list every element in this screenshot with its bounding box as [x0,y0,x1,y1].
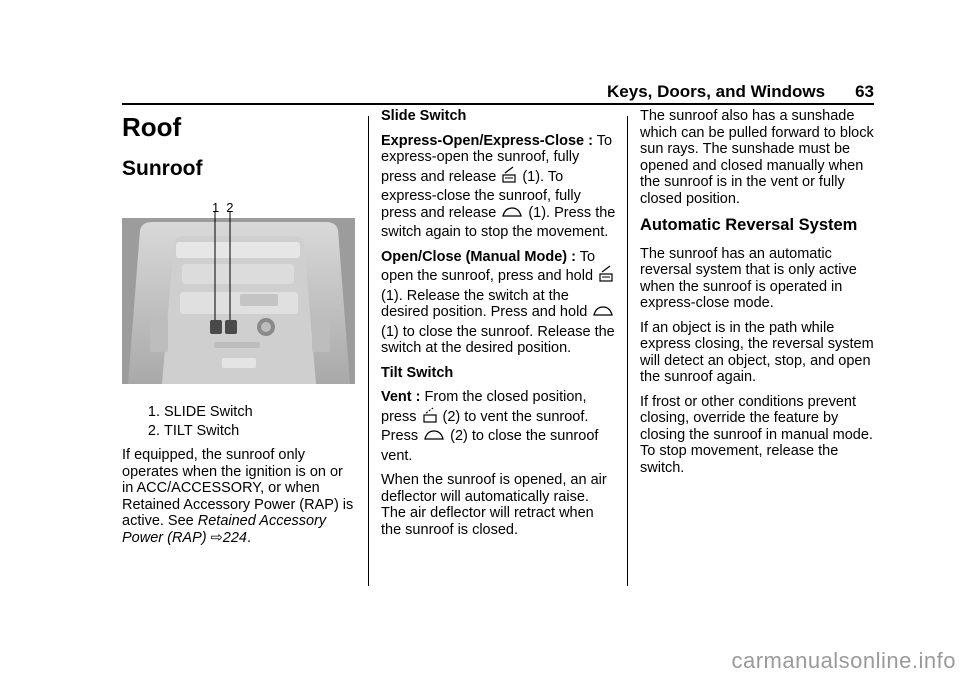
watermark: carmanualsonline.info [731,648,956,673]
sunroof-open-icon [599,265,613,288]
reversal-paragraph-2: If an object is in the path while express closing, the reversal system will detect an object, stop, and open the sunroof again. [640,319,874,385]
vent-label: Vent : [381,389,421,405]
reversal-paragraph-1: The sunroof has an automatic reversal system that is only active when the sunroof is operated in express-close mode. [640,245,857,311]
column-divider-2 [627,116,628,586]
sunroof-vent-icon [423,406,437,429]
header-rule [122,103,874,105]
air-deflector-paragraph: When the sunroof is opened, an air deflector will automatically raise. The air deflector will retract when the sunroof is closed. [381,472,607,538]
vent-paragraph: Vent : From the closed position, press (2) to vent the sunroof. Press (2) to close the sunroof vent. [381,389,599,464]
sunroof-switch-figure [122,200,355,384]
figure-legend [122,404,358,439]
legend-item-tilt: 2. TILT Switch [164,423,358,440]
sunroof-open-icon [502,166,516,189]
equipment-text: If equipped, the sunroof only operates when the ignition is on or in ACC/ACCESSORY, or when Retained Accessory Power (RAP) is active. See [122,447,354,529]
column-2 [381,108,617,546]
callout-2: 2 [226,200,241,215]
page-number: 63 [855,82,874,101]
header-section-title: Keys, Doors, and Windows [607,82,826,101]
tilt-switch-heading: Tilt Switch [381,364,454,381]
sunroof-close-icon [593,305,613,324]
express-paragraph: Express-Open/Express-Close : To express-open the sunroof, fully press and release (1). To express-close the sunroof, fully press and release (1). Press the switch again to stop the movement. [381,132,616,240]
legend-item-slide: 1. SLIDE Switch [164,404,358,421]
slide-switch-heading: Slide Switch [381,108,467,124]
automatic-reversal-heading: Automatic Reversal System [640,216,858,234]
rap-page-reference[interactable]: 224 [222,529,247,546]
callout-1: 1 [212,200,227,215]
section-title: Roof [122,112,182,142]
overhead-console-illustration [122,200,355,384]
express-label: Express-Open/Express-Close : [381,132,593,149]
subsection-title: Sunroof [122,157,203,180]
column-divider-1 [368,116,369,586]
equipment-paragraph: If equipped, the sunroof only operates when the ignition is on or in ACC/ACCESSORY, or when Retained Accessory Power (RAP) is active. See Retained Accessory Power (RAP) ⇨224. [122,447,354,546]
sunroof-close-icon [502,206,522,225]
manual-paragraph: Open/Close (Manual Mode) : To open the sunroof, press and hold (1). Release the switch at the desired position. Press and hold (1) to close the sunroof. Release the switch at the desired position. [381,248,615,356]
sunroof-close-icon [424,429,444,448]
page-ref-arrow-icon: ⇨ [210,529,223,546]
running-header [607,82,874,102]
column-3 [640,108,876,484]
reversal-paragraph-3: If frost or other conditions prevent closing, override the feature by closing the sunroof in manual mode. To stop movement, release the switch. [640,393,873,476]
manual-label: Open/Close (Manual Mode) : [381,248,576,265]
rap-cross-reference[interactable]: Retained Accessory Power (RAP) [122,513,327,546]
column-1 [122,108,358,554]
callout-numbers [212,200,240,217]
sunshade-paragraph: The sunroof also has a sunshade which can be pulled forward to block sun rays. The sunshade must be opened and closed manually when the sunroof is in the vent or fully closed position. [640,108,874,207]
